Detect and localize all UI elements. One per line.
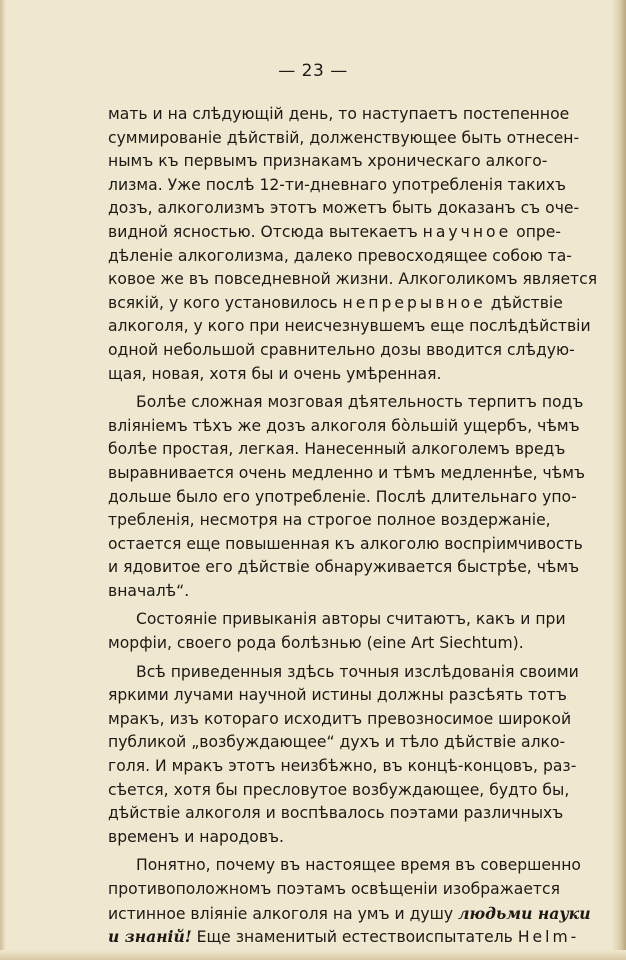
text-line: сѣется, хотя бы пресловутое возбуждающее, будто бы, [108, 780, 570, 799]
spaced-emphasis: непрерывное [342, 293, 486, 312]
text-line: болѣе простая, легкая. Нанесенный алкоголемъ вредъ [108, 440, 566, 459]
text-line: Понятно, почему въ настоящее время въ совершенно [136, 856, 581, 875]
text-line: голя. И мракъ этотъ неизбѣжно, въ концѣ-концовъ, раз- [108, 757, 577, 776]
paragraph [108, 854, 591, 948]
text-line: Болѣе сложная мозговая дѣятельность терпитъ подъ [136, 393, 584, 412]
text-line: яркими лучами научной истины должны разсѣять тотъ [108, 686, 567, 705]
text-line: публикой „возбуждающее“ духъ и тѣло дѣйствіе алко- [108, 733, 566, 752]
text-line: щая, новая, хотя бы и очень умѣренная. [108, 364, 442, 383]
text-line: лизма. Уже послѣ 12-ти-дневнаго употребленія такихъ [108, 175, 566, 194]
text-line: всякій, у кого установилось непрерывное дѣйствіе [108, 293, 563, 312]
text-line: мать и на слѣдующій день, то наступаетъ постепенное [108, 105, 570, 123]
page-edge-left [0, 0, 6, 960]
spaced-emphasis: научное [422, 222, 512, 241]
text-line: алкоголя, у кого при неисчезнувшемъ еще послѣдѣйствіи [108, 317, 591, 336]
text-line: дольше было его употребленіе. Послѣ длительнаго упо- [108, 487, 577, 506]
spaced-emphasis: Helm- [517, 928, 580, 947]
text-line: временъ и народовъ. [108, 827, 284, 846]
text-line: вначалѣ“. [108, 581, 190, 600]
text-line: дѣйствіе алкоголя и воспѣвалось поэтами различныхъ [108, 804, 564, 823]
paragraph [108, 608, 566, 655]
text-line: морфіи, своего рода болѣзнью (eine Art Siechtum). [108, 634, 524, 653]
page-edge-right [612, 0, 626, 960]
paragraph [108, 103, 598, 386]
text-line: дозъ, алкоголизмъ этотъ можетъ быть доказанъ съ оче- [108, 199, 580, 218]
text-line: мракъ, изъ котораго исходитъ превозносимое широкой [108, 709, 572, 728]
text-line: Состояніе привыканія авторы считаютъ, какъ и при [136, 610, 566, 629]
text-line: одной небольшой сравнительно дозы вводится слѣдую- [108, 340, 575, 359]
page-edge-bottom [0, 950, 626, 960]
text-line: суммированіе дѣйствій, долженствующее быть отнесен- [108, 128, 580, 147]
text-line: противоположномъ поэтамъ освѣщеніи изображается [108, 880, 560, 898]
text-line: выравнивается очень медленно и тѣмъ медленнѣе, чѣмъ [108, 463, 586, 482]
page-number: — 23 — [278, 61, 348, 81]
text-line: вліяніемъ тѣхъ же дозъ алкоголя бо̀льшій ущербъ, чѣмъ [108, 416, 580, 435]
italic-emphasis: и знаній! [108, 927, 192, 947]
text-line: требленія, несмотря на строгое полное воздержаніе, [108, 511, 551, 530]
text-line: Всѣ приведенныя здѣсь точныя изслѣдованія своими [136, 662, 579, 681]
text-line: и ядовитое его дѣйствіе обнаруживается быстрѣе, чѣмъ [108, 558, 580, 577]
text-line: остается еще повышенная къ алкоголю воспріимчивость [108, 534, 583, 553]
paragraph [108, 661, 579, 850]
body-text [108, 103, 598, 949]
paragraph [108, 391, 586, 603]
text-line: ковое же въ повседневной жизни. Алкоголикомъ является [108, 270, 598, 289]
text-line: дѣленіе алкоголизма, далеко превосходящее собою та- [108, 246, 572, 265]
text-line: нымъ къ первымъ признакамъ хроническаго алкого- [108, 152, 548, 171]
text-line: и знаній! Еще знаменитый естествоиспытатель Helm- [108, 927, 580, 947]
italic-emphasis: людьми науки [458, 903, 591, 923]
text-line: видной ясностью. Отсюда вытекаетъ научное опре- [108, 222, 562, 241]
text-line: истинное вліяніе алкоголя на умъ и душу людьми науки [108, 903, 591, 923]
